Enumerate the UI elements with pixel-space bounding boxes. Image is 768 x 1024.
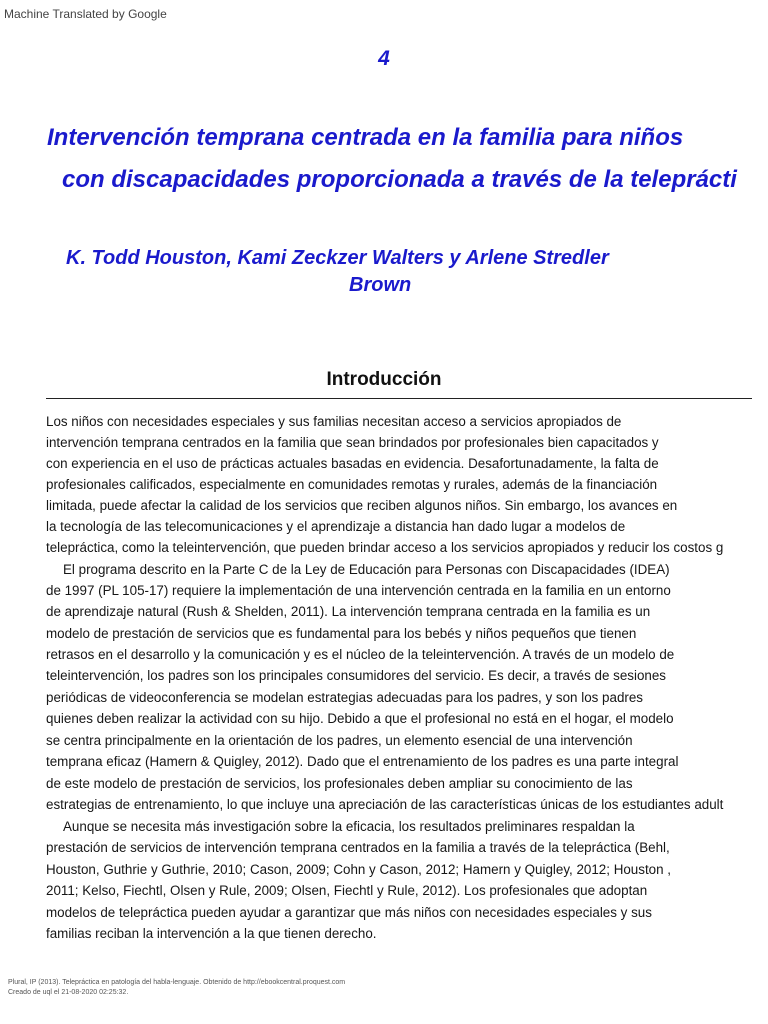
heading-divider <box>46 398 752 399</box>
body-line: de aprendizaje natural (Rush & Shelden, 2011). La intervención temprana centrada en la familia es un <box>46 604 651 619</box>
body-line: 2011; Kelso, Fiechtl, Olsen y Rule, 2009; Olsen, Fiechtl y Rule, 2012). Los profesionales que adoptan <box>46 883 648 898</box>
chapter-title-line-2: con discapacidades proporcionada a través de la teleprácti <box>62 166 737 193</box>
authors-line-2: Brown <box>349 274 412 296</box>
body-line: de este modelo de prestación de servicios, los profesionales deben ampliar su conocimiento de las <box>46 776 633 791</box>
body-line: Houston, Guthrie y Guthrie, 2010; Cason, 2009; Cohn y Cason, 2012; Hamern y Quigley, 2012; Houston , <box>46 862 672 877</box>
body-line: con experiencia en el uso de prácticas actuales basadas en evidencia. Desafortunadamente, la falta de <box>46 456 659 471</box>
body-line: modelos de telepráctica pueden ayudar a garantizar que más niños con necesidades especiales y sus <box>46 905 652 920</box>
body-line: temprana eficaz (Hamern & Quigley, 2012). Dado que el entrenamiento de los padres es una parte integral <box>46 754 679 769</box>
body-line: profesionales calificados, especialmente en comunidades remotas y rurales, además de la financiación <box>46 477 658 492</box>
body-line: modelo de prestación de servicios que es fundamental para los bebés y niños pequeños que tienen <box>46 626 637 641</box>
body-line: prestación de servicios de intervención temprana centrados en la familia a través de la telepráctica (Behl, <box>46 840 670 855</box>
body-line: familias reciban la intervención a la que tienen derecho. <box>46 926 377 941</box>
body-line: retrasos en el desarrollo y la comunicación y es el núcleo de la teleintervención. A través de un modelo de <box>46 647 675 662</box>
body-line: quienes deben realizar la actividad con su hijo. Debido a que el profesional no está en el hogar, el modelo <box>46 711 674 726</box>
chapter-number: 4 <box>378 47 390 70</box>
body-line: Los niños con necesidades especiales y sus familias necesitan acceso a servicios apropiados de <box>46 414 622 429</box>
body-line: de 1997 (PL 105-17) requiere la implementación de una intervención centrada en la familia en un entorno <box>46 583 671 598</box>
translation-banner: Machine Translated by Google <box>4 7 167 21</box>
section-heading: Introducción <box>326 369 442 390</box>
body-line: periódicas de videoconferencia se modelan estrategias adecuadas para los padres, y son los padres <box>46 690 643 705</box>
body-line: El programa descrito en la Parte C de la Ley de Educación para Personas con Discapacidades (IDEA) <box>63 562 670 577</box>
chapter-title-line-1: Intervención temprana centrada en la familia para niños <box>47 124 684 151</box>
footer-citation: Plural, IP (2013). Telepráctica en patología del habla-lenguaje. Obtenido de http://ebookcentral.proquest.com <box>8 979 346 986</box>
body-line: se centra principalmente en la orientación de los padres, un elemento esencial de una intervención <box>46 733 633 748</box>
body-line: la tecnología de las telecomunicaciones y el aprendizaje a distancia han dado lugar a modelos de <box>46 519 626 534</box>
body-line: telepráctica, como la teleintervención, que pueden brindar acceso a los servicios apropiados y reducir los costos g <box>46 540 724 555</box>
body-line: Aunque se necesita más investigación sobre la eficacia, los resultados preliminares respaldan la <box>63 819 635 834</box>
body-line: estrategias de entrenamiento, lo que incluye una apreciación de las características únicas de los estudiantes adult <box>46 797 724 812</box>
body-line: intervención temprana centrados en la familia que sean brindados por profesionales bien capacitados y <box>46 435 659 450</box>
footer-created: Creado de uql el 21-08-2020 02:25:32. <box>8 989 129 996</box>
authors-line-1: K. Todd Houston, Kami Zeckzer Walters y Arlene Stredler <box>66 247 609 269</box>
body-line: teleintervención, los padres son los principales consumidores del servicio. Es decir, a través de sesiones <box>46 668 667 683</box>
body-line: limitada, puede afectar la calidad de los servicios que reciben algunos niños. Sin embargo, los avances en <box>46 498 678 513</box>
